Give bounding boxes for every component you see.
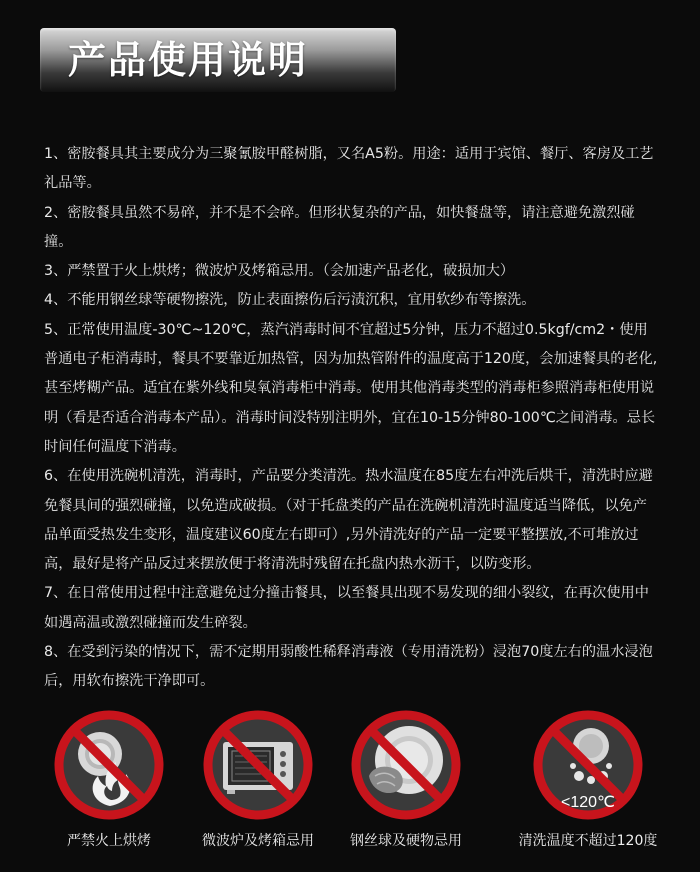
no-fire-icon [50, 706, 168, 824]
instruction-item: 3、严禁置于火上烘烤；微波炉及烤箱忌用。（会加速产品老化，破损加大） [44, 263, 515, 280]
warning-label: 严禁火上烘烤 [67, 833, 151, 849]
instruction-item: 2、密胺餐具虽然不易碎，并不是不会碎。但形状复杂的产品，如快餐盘等，请注意避免激烈碰撞。 [44, 204, 635, 250]
temperature-limit-icon [529, 706, 647, 824]
instruction-item: 6、在使用洗碗机清洗，消毒时，产品要分类清洗。热水温度在85度左右冲洗后烘干，清洗时应避免餐具间的强烈碰撞，以免造成破损。（对于托盘类的产品在洗碗机清洗时温度适当降低，以免产品单面受热发生变形，温度建议60度左右即可）,另外清洗好的产品一定要平整摆放,不可堆放过高，最好是将产品反过来摆放便于将清洗时残留在托盘内热水沥干，以防变形。 [44, 468, 653, 573]
warning-label: 钢丝球及硬物忌用 [350, 833, 462, 849]
instructions [44, 140, 658, 697]
warning-label: 清洗温度不超过120度 [518, 833, 658, 849]
instruction-item: 7、在日常使用过程中注意避免过分撞击餐具，以至餐具出现不易发现的细小裂纹，在再次使用中如遇高温或激烈碰撞而发生碎裂。 [44, 585, 649, 631]
no-steel-wool-icon [347, 706, 465, 824]
page-title: 产品使用说明 [68, 38, 309, 82]
instruction-item: 1、密胺餐具其主要成分为三聚氰胺甲醛树脂，又名A5粉。用途：适用于宾馆、餐厅、客房及工艺礼品等。 [44, 146, 654, 192]
warning-icons [0, 706, 700, 856]
no-microwave-icon [199, 706, 317, 824]
warning-item-no-microwave [183, 706, 333, 850]
warning-item-no-fire [34, 706, 184, 850]
warning-label: 微波炉及烤箱忌用 [202, 833, 314, 849]
instruction-item: 8、在受到污染的情况下，需不定期用弱酸性稀释消毒液（专用清洗粉）浸泡70度左右的温水浸泡后，用软布擦洗干净即可。 [44, 644, 653, 690]
temperature-badge: <120℃ [560, 794, 616, 811]
warning-item-no-steel-wool [331, 706, 481, 850]
warning-item-temperature-limit [513, 706, 663, 850]
instruction-item: 5、正常使用温度-30℃~120℃，蒸汽消毒时间不宜超过5分钟，压力不超过0.5kgf/cm2・使用普通电子柜消毒时，餐具不要靠近加热管，因为加热管附件的温度高于120度，会加速餐具的老化,甚至烤糊产品。适宜在紫外线和臭氧消毒柜中消毒。使用其他消毒类型的消毒柜参照消毒柜使用说明（看是否适合消毒本产品）。消毒时间没特别注明外，宜在10-15分钟80-100℃之间消毒。忌长时间任何温度下消毒。 [44, 321, 658, 455]
instruction-item: 4、不能用钢丝球等硬物擦洗，防止表面擦伤后污渍沉积，宜用软纱布等擦洗。 [44, 292, 536, 309]
